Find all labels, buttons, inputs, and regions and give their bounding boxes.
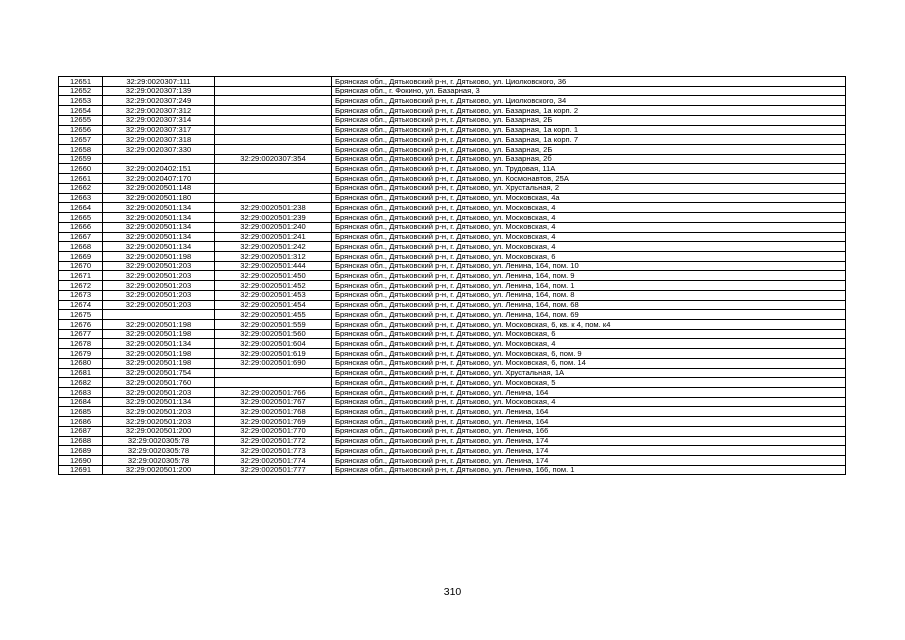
address-cell: Брянская обл., Дятьковский р-н, г. Дятьково, ул. Базарная, 1а корп. 7 — [332, 135, 846, 145]
object-cadastral-number-cell: 32:29:0020501:240 — [215, 222, 332, 232]
row-number-cell: 12656 — [59, 125, 103, 135]
cadastral-number-cell: 32:29:0020407:170 — [103, 174, 215, 184]
table-row — [59, 339, 846, 349]
row-number-cell: 12683 — [59, 388, 103, 398]
cadastral-number-cell: 32:29:0020501:203 — [103, 261, 215, 271]
cadastral-number-cell — [103, 154, 215, 164]
row-number-cell: 12664 — [59, 203, 103, 213]
table-row — [59, 125, 846, 135]
address-cell: Брянская обл., Дятьковский р-н, г. Дятьково, ул. Московская, 5 — [332, 378, 846, 388]
cadastral-number-cell: 32:29:0020501:198 — [103, 251, 215, 261]
address-cell: Брянская обл., Дятьковский р-н, г. Дятьково, ул. Ленина, 164, пом. 9 — [332, 271, 846, 281]
address-cell: Брянская обл., Дятьковский р-н, г. Дятьково, ул. Московская, 4 — [332, 339, 846, 349]
table-row — [59, 388, 846, 398]
row-number-cell: 12686 — [59, 417, 103, 427]
address-cell: Брянская обл., Дятьковский р-н, г. Дятьково, ул. Базарная, 2Б — [332, 145, 846, 155]
cadastral-number-cell: 32:29:0020501:760 — [103, 378, 215, 388]
cadastral-number-cell: 32:29:0020501:200 — [103, 465, 215, 475]
address-cell: Брянская обл., Дятьковский р-н, г. Дятьково, ул. Московская, 4 — [332, 232, 846, 242]
address-cell: Брянская обл., Дятьковский р-н, г. Дятьково, ул. Трудовая, 11А — [332, 164, 846, 174]
table-row — [59, 106, 846, 116]
address-cell: Брянская обл., Дятьковский р-н, г. Дятьково, ул. Ленина, 164 — [332, 407, 846, 417]
table-row — [59, 446, 846, 456]
row-number-cell: 12689 — [59, 446, 103, 456]
row-number-cell: 12665 — [59, 213, 103, 223]
address-cell: Брянская обл., Дятьковский р-н, г. Дятьково, ул. Базарная, 2б — [332, 154, 846, 164]
table-row — [59, 368, 846, 378]
table-row — [59, 290, 846, 300]
table-row — [59, 203, 846, 213]
table-row — [59, 96, 846, 106]
registry-table-body — [59, 77, 846, 475]
table-row — [59, 378, 846, 388]
object-cadastral-number-cell — [215, 193, 332, 203]
cadastral-number-cell: 32:29:0020501:148 — [103, 183, 215, 193]
cadastral-number-cell: 32:29:0020305:78 — [103, 446, 215, 456]
object-cadastral-number-cell: 32:29:0020501:772 — [215, 436, 332, 446]
table-row — [59, 358, 846, 368]
address-cell: Брянская обл., Дятьковский р-н, г. Дятьково, ул. Московская, 4 — [332, 213, 846, 223]
address-cell: Брянская обл., Дятьковский р-н, г. Дятьково, ул. Московская, 4а — [332, 193, 846, 203]
table-row — [59, 281, 846, 291]
table-row — [59, 183, 846, 193]
cadastral-number-cell: 32:29:0020501:134 — [103, 203, 215, 213]
cadastral-number-cell: 32:29:0020501:198 — [103, 349, 215, 359]
object-cadastral-number-cell: 32:29:0020501:767 — [215, 397, 332, 407]
cadastral-number-cell: 32:29:0020501:134 — [103, 242, 215, 252]
row-number-cell: 12690 — [59, 456, 103, 466]
cadastral-number-cell: 32:29:0020305:78 — [103, 436, 215, 446]
table-row — [59, 213, 846, 223]
address-cell: Брянская обл., Дятьковский р-н, г. Дятьково, ул. Ленина, 164, пом. 68 — [332, 300, 846, 310]
address-cell: Брянская обл., Дятьковский р-н, г. Дятьково, ул. Московская, 4 — [332, 242, 846, 252]
row-number-cell: 12678 — [59, 339, 103, 349]
address-cell: Брянская обл., Дятьковский р-н, г. Дятьково, ул. Космонавтов, 25А — [332, 174, 846, 184]
cadastral-number-cell: 32:29:0020501:203 — [103, 300, 215, 310]
table-row — [59, 145, 846, 155]
address-cell: Брянская обл., Дятьковский р-н, г. Дятьково, ул. Московская, 6, кв. к 4, пом. к4 — [332, 319, 846, 329]
object-cadastral-number-cell: 32:29:0020501:454 — [215, 300, 332, 310]
cadastral-number-cell: 32:29:0020307:312 — [103, 106, 215, 116]
row-number-cell: 12672 — [59, 281, 103, 291]
address-cell: Брянская обл., Дятьковский р-н, г. Дятьково, ул. Базарная, 1а корп. 1 — [332, 125, 846, 135]
object-cadastral-number-cell: 32:29:0020501:777 — [215, 465, 332, 475]
table-row — [59, 232, 846, 242]
cadastral-number-cell: 32:29:0020307:314 — [103, 115, 215, 125]
cadastral-number-cell: 32:29:0020305:78 — [103, 456, 215, 466]
object-cadastral-number-cell — [215, 125, 332, 135]
object-cadastral-number-cell: 32:29:0020501:774 — [215, 456, 332, 466]
table-row — [59, 164, 846, 174]
registry-table — [58, 76, 846, 475]
table-row — [59, 465, 846, 475]
address-cell: Брянская обл., Дятьковский р-н, г. Дятьково, ул. Хрустальная, 2 — [332, 183, 846, 193]
object-cadastral-number-cell: 32:29:0020501:604 — [215, 339, 332, 349]
object-cadastral-number-cell — [215, 164, 332, 174]
cadastral-number-cell: 32:29:0020501:134 — [103, 222, 215, 232]
table-row — [59, 86, 846, 96]
row-number-cell: 12674 — [59, 300, 103, 310]
object-cadastral-number-cell: 32:29:0020501:560 — [215, 329, 332, 339]
object-cadastral-number-cell: 32:29:0020307:354 — [215, 154, 332, 164]
row-number-cell: 12659 — [59, 154, 103, 164]
table-row — [59, 349, 846, 359]
table-row — [59, 310, 846, 320]
cadastral-number-cell: 32:29:0020501:198 — [103, 358, 215, 368]
cadastral-number-cell: 32:29:0020501:203 — [103, 290, 215, 300]
table-row — [59, 271, 846, 281]
table-row — [59, 154, 846, 164]
address-cell: Брянская обл., Дятьковский р-н, г. Дятьково, ул. Хрустальная, 1А — [332, 368, 846, 378]
address-cell: Брянская обл., Дятьковский р-н, г. Дятьково, ул. Московская, 4 — [332, 222, 846, 232]
address-cell: Брянская обл., г. Фокино, ул. Базарная, 3 — [332, 86, 846, 96]
cadastral-number-cell: 32:29:0020501:180 — [103, 193, 215, 203]
table-row — [59, 436, 846, 446]
table-row — [59, 261, 846, 271]
object-cadastral-number-cell: 32:29:0020501:769 — [215, 417, 332, 427]
cadastral-number-cell: 32:29:0020307:139 — [103, 86, 215, 96]
object-cadastral-number-cell: 32:29:0020501:242 — [215, 242, 332, 252]
row-number-cell: 12662 — [59, 183, 103, 193]
object-cadastral-number-cell: 32:29:0020501:239 — [215, 213, 332, 223]
address-cell: Брянская обл., Дятьковский р-н, г. Дятьково, ул. Ленина, 174 — [332, 456, 846, 466]
object-cadastral-number-cell: 32:29:0020501:455 — [215, 310, 332, 320]
row-number-cell: 12663 — [59, 193, 103, 203]
object-cadastral-number-cell — [215, 145, 332, 155]
row-number-cell: 12679 — [59, 349, 103, 359]
cadastral-number-cell: 32:29:0020307:318 — [103, 135, 215, 145]
object-cadastral-number-cell: 32:29:0020501:690 — [215, 358, 332, 368]
object-cadastral-number-cell — [215, 106, 332, 116]
row-number-cell: 12654 — [59, 106, 103, 116]
cadastral-number-cell — [103, 310, 215, 320]
object-cadastral-number-cell — [215, 77, 332, 87]
table-row — [59, 135, 846, 145]
address-cell: Брянская обл., Дятьковский р-н, г. Дятьково, ул. Московская, 4 — [332, 203, 846, 213]
object-cadastral-number-cell: 32:29:0020501:768 — [215, 407, 332, 417]
cadastral-number-cell: 32:29:0020501:203 — [103, 388, 215, 398]
row-number-cell: 12677 — [59, 329, 103, 339]
object-cadastral-number-cell — [215, 86, 332, 96]
row-number-cell: 12684 — [59, 397, 103, 407]
row-number-cell: 12668 — [59, 242, 103, 252]
table-row — [59, 242, 846, 252]
address-cell: Брянская обл., Дятьковский р-н, г. Дятьково, ул. Циолковского, 34 — [332, 96, 846, 106]
table-row — [59, 456, 846, 466]
table-row — [59, 300, 846, 310]
object-cadastral-number-cell — [215, 378, 332, 388]
row-number-cell: 12669 — [59, 251, 103, 261]
address-cell: Брянская обл., Дятьковский р-н, г. Дятьково, ул. Московская, 6, пом. 9 — [332, 349, 846, 359]
address-cell: Брянская обл., Дятьковский р-н, г. Дятьково, ул. Базарная, 1а корп. 2 — [332, 106, 846, 116]
table-row — [59, 251, 846, 261]
cadastral-number-cell: 32:29:0020501:134 — [103, 397, 215, 407]
row-number-cell: 12661 — [59, 174, 103, 184]
table-row — [59, 329, 846, 339]
address-cell: Брянская обл., Дятьковский р-н, г. Дятьково, ул. Ленина, 164 — [332, 417, 846, 427]
row-number-cell: 12687 — [59, 426, 103, 436]
object-cadastral-number-cell: 32:29:0020501:452 — [215, 281, 332, 291]
row-number-cell: 12675 — [59, 310, 103, 320]
address-cell: Брянская обл., Дятьковский р-н, г. Дятьково, ул. Московская, 6, пом. 14 — [332, 358, 846, 368]
cadastral-number-cell: 32:29:0020307:249 — [103, 96, 215, 106]
table-row — [59, 319, 846, 329]
object-cadastral-number-cell — [215, 96, 332, 106]
cadastral-number-cell: 32:29:0020501:134 — [103, 232, 215, 242]
cadastral-number-cell: 32:29:0020307:111 — [103, 77, 215, 87]
cadastral-number-cell: 32:29:0020501:203 — [103, 271, 215, 281]
cadastral-number-cell: 32:29:0020501:203 — [103, 281, 215, 291]
address-cell: Брянская обл., Дятьковский р-н, г. Дятьково, ул. Ленина, 164, пом. 8 — [332, 290, 846, 300]
address-cell: Брянская обл., Дятьковский р-н, г. Дятьково, ул. Ленина, 174 — [332, 436, 846, 446]
object-cadastral-number-cell: 32:29:0020501:766 — [215, 388, 332, 398]
row-number-cell: 12670 — [59, 261, 103, 271]
address-cell: Брянская обл., Дятьковский р-н, г. Дятьково, ул. Циолковского, 36 — [332, 77, 846, 87]
object-cadastral-number-cell: 32:29:0020501:312 — [215, 251, 332, 261]
page-number: 310 — [443, 586, 462, 598]
address-cell: Брянская обл., Дятьковский р-н, г. Дятьково, ул. Базарная, 2Б — [332, 115, 846, 125]
row-number-cell: 12673 — [59, 290, 103, 300]
cadastral-number-cell: 32:29:0020501:198 — [103, 329, 215, 339]
object-cadastral-number-cell: 32:29:0020501:444 — [215, 261, 332, 271]
address-cell: Брянская обл., Дятьковский р-н, г. Дятьково, ул. Ленина, 164, пом. 69 — [332, 310, 846, 320]
object-cadastral-number-cell — [215, 174, 332, 184]
object-cadastral-number-cell: 32:29:0020501:559 — [215, 319, 332, 329]
address-cell: Брянская обл., Дятьковский р-н, г. Дятьково, ул. Ленина, 174 — [332, 446, 846, 456]
table-row — [59, 397, 846, 407]
object-cadastral-number-cell: 32:29:0020501:619 — [215, 349, 332, 359]
object-cadastral-number-cell — [215, 135, 332, 145]
table-row — [59, 407, 846, 417]
object-cadastral-number-cell: 32:29:0020501:773 — [215, 446, 332, 456]
address-cell: Брянская обл., Дятьковский р-н, г. Дятьково, ул. Московская, 6 — [332, 251, 846, 261]
address-cell: Брянская обл., Дятьковский р-н, г. Дятьково, ул. Ленина, 164, пом. 1 — [332, 281, 846, 291]
row-number-cell: 12660 — [59, 164, 103, 174]
cadastral-number-cell: 32:29:0020501:198 — [103, 319, 215, 329]
row-number-cell: 12667 — [59, 232, 103, 242]
table-row — [59, 115, 846, 125]
address-cell: Брянская обл., Дятьковский р-н, г. Дятьково, ул. Московская, 6 — [332, 329, 846, 339]
row-number-cell: 12691 — [59, 465, 103, 475]
row-number-cell: 12666 — [59, 222, 103, 232]
object-cadastral-number-cell: 32:29:0020501:238 — [215, 203, 332, 213]
table-row — [59, 222, 846, 232]
object-cadastral-number-cell — [215, 368, 332, 378]
table-row — [59, 193, 846, 203]
address-cell: Брянская обл., Дятьковский р-н, г. Дятьково, ул. Ленина, 164, пом. 10 — [332, 261, 846, 271]
cadastral-number-cell: 32:29:0020501:200 — [103, 426, 215, 436]
row-number-cell: 12657 — [59, 135, 103, 145]
address-cell: Брянская обл., Дятьковский р-н, г. Дятьково, ул. Ленина, 166 — [332, 426, 846, 436]
row-number-cell: 12655 — [59, 115, 103, 125]
object-cadastral-number-cell: 32:29:0020501:241 — [215, 232, 332, 242]
cadastral-number-cell: 32:29:0020402:151 — [103, 164, 215, 174]
table-row — [59, 174, 846, 184]
object-cadastral-number-cell — [215, 115, 332, 125]
row-number-cell: 12652 — [59, 86, 103, 96]
object-cadastral-number-cell: 32:29:0020501:770 — [215, 426, 332, 436]
row-number-cell: 12651 — [59, 77, 103, 87]
row-number-cell: 12685 — [59, 407, 103, 417]
row-number-cell: 12680 — [59, 358, 103, 368]
object-cadastral-number-cell: 32:29:0020501:450 — [215, 271, 332, 281]
row-number-cell: 12658 — [59, 145, 103, 155]
row-number-cell: 12682 — [59, 378, 103, 388]
row-number-cell: 12676 — [59, 319, 103, 329]
object-cadastral-number-cell: 32:29:0020501:453 — [215, 290, 332, 300]
cadastral-number-cell: 32:29:0020501:754 — [103, 368, 215, 378]
cadastral-number-cell: 32:29:0020501:203 — [103, 407, 215, 417]
address-cell: Брянская обл., Дятьковский р-н, г. Дятьково, ул. Ленина, 164 — [332, 388, 846, 398]
table-row — [59, 77, 846, 87]
object-cadastral-number-cell — [215, 183, 332, 193]
row-number-cell: 12688 — [59, 436, 103, 446]
cadastral-number-cell: 32:29:0020307:317 — [103, 125, 215, 135]
cadastral-number-cell: 32:29:0020307:330 — [103, 145, 215, 155]
table-row — [59, 417, 846, 427]
table-row — [59, 426, 846, 436]
cadastral-number-cell: 32:29:0020501:134 — [103, 339, 215, 349]
cadastral-number-cell: 32:29:0020501:134 — [103, 213, 215, 223]
row-number-cell: 12671 — [59, 271, 103, 281]
address-cell: Брянская обл., Дятьковский р-н, г. Дятьково, ул. Ленина, 166, пом. 1 — [332, 465, 846, 475]
row-number-cell: 12681 — [59, 368, 103, 378]
cadastral-number-cell: 32:29:0020501:203 — [103, 417, 215, 427]
address-cell: Брянская обл., Дятьковский р-н, г. Дятьково, ул. Московская, 4 — [332, 397, 846, 407]
row-number-cell: 12653 — [59, 96, 103, 106]
